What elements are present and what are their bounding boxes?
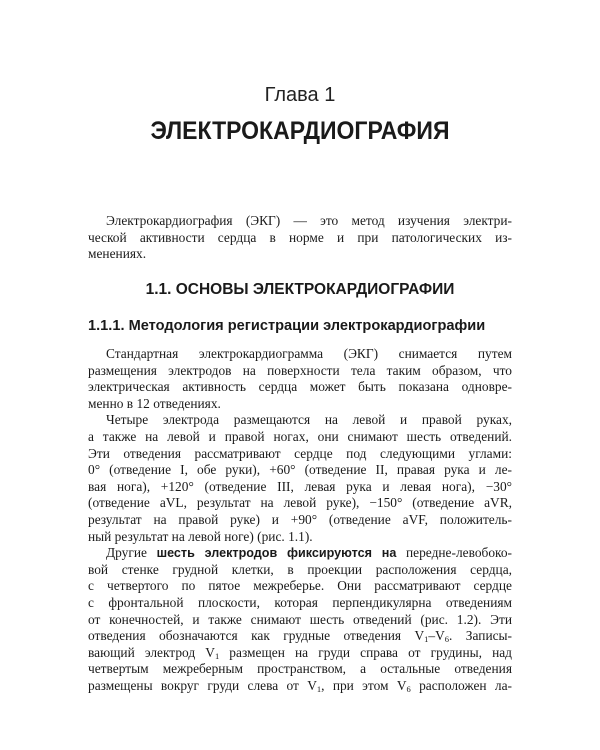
paragraph2-line: вая нога), +120° (отведение III, левая рука и левая нога), −30° <box>88 478 512 494</box>
paragraph3-text: , при этом V <box>321 677 407 693</box>
intro-line: менениях. <box>88 246 147 262</box>
paragraph3-line: вой стенке грудной клетки, в проекции расположения сердца, <box>88 561 512 577</box>
subscript: 1 <box>316 683 322 694</box>
intro-paragraph <box>88 213 512 263</box>
paragraph3-text: . Записы- <box>449 628 513 644</box>
paragraph1-line: электрическая активность сердца может быть показана одновре- <box>88 379 512 395</box>
paragraph3-line <box>88 628 512 645</box>
emphasis-text: шесть электродов фиксируются на <box>156 546 397 561</box>
chapter-title: ЭЛЕКТРОКАРДИОГРАФИЯ <box>150 117 450 145</box>
paragraph3-line: с четвертого по пятое межреберье. Они рассматривают сердце <box>88 578 512 594</box>
paragraph3-text: отведения обозначаются как грудные отведения V <box>88 628 425 644</box>
chapter-label: Глава 1 <box>264 84 336 106</box>
paragraph1-line: менно в 12 отведениях. <box>88 395 221 411</box>
subscript: 6 <box>444 634 450 645</box>
paragraph3-line: с фронтальной плоскости, которая перпендикулярна отведениям <box>88 594 512 610</box>
paragraph3-line <box>88 545 512 562</box>
paragraph3-text: размещены вокруг груди слева от V <box>88 677 317 693</box>
paragraph3-text: Другие <box>106 545 157 561</box>
paragraph2-line: Четыре электрода размещаются на левой и правой руках, <box>106 412 512 428</box>
intro-line: ческой активности сердца в норме и при патологических из- <box>88 229 512 245</box>
paragraph3-text: –V <box>428 628 445 644</box>
paragraph3-line <box>88 678 512 695</box>
paragraph3-line <box>88 645 512 662</box>
paragraph2-line: (отведение aVL, результат на левой руке), −150° (отведение aVR, <box>88 495 512 511</box>
paragraph3-line: от конечностей, и также снимают шесть отведений (рис. 1.2). Эти <box>88 611 512 627</box>
subsection-heading: 1.1.1. Методология регистрации электрокардиографии <box>88 318 486 334</box>
paragraph2-line: результат на правой руке) и +90° (отведение aVF, положитель- <box>88 511 512 527</box>
paragraph1-line: Стандартная электрокардиограмма (ЭКГ) снимается путем <box>106 346 512 361</box>
paragraph2-line: Эти отведения рассматривают сердце под следующими углами: <box>88 445 512 461</box>
subscript: 6 <box>406 683 411 694</box>
paragraph3-text: размещен на груди справа от грудины, над <box>219 644 512 660</box>
paragraph2-line: а также на левой и правой ногах, они снимают шесть отведений. <box>88 428 512 444</box>
subscript: 1 <box>424 634 429 645</box>
paragraph3-text: вающий электрод V <box>88 644 215 660</box>
paragraph1-line: размещения электродов на поверхности тела таким образом, что <box>88 362 512 378</box>
paragraph2-line: ный результат на левой ноге) (рис. 1.1). <box>88 528 313 544</box>
paragraph3-text: расположен ла- <box>410 677 512 693</box>
body-column <box>88 346 512 694</box>
section-heading: 1.1. ОСНОВЫ ЭЛЕКТРОКАРДИОГРАФИИ <box>145 281 455 298</box>
paragraph2-line: 0° (отведение I, обе руки), +60° (отведение II, правая рука и ле- <box>88 462 512 478</box>
intro-line: Электрокардиография (ЭКГ) — это метод изучения электри- <box>106 213 512 228</box>
paragraph3-text: передне-левобоко- <box>396 545 512 561</box>
subscript: 1 <box>214 650 220 661</box>
paragraph3-line: четвертым межреберным пространством, а остальные отведения <box>88 661 512 677</box>
